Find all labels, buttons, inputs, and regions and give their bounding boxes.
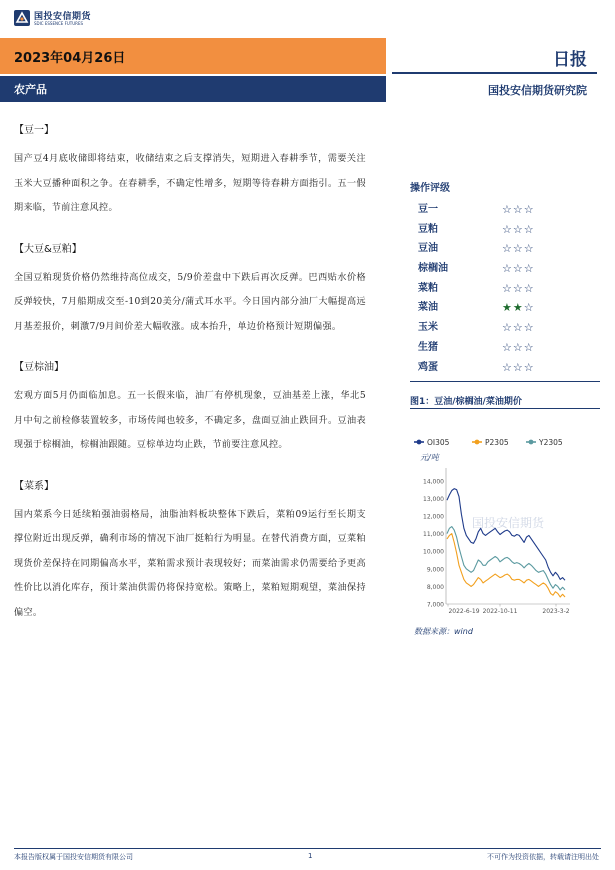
rating-row (410, 279, 600, 299)
star-outline-icon: ☆ (502, 222, 513, 236)
legend-label: Y2305 (539, 438, 563, 447)
chart-watermark: 国投安信期货 (471, 516, 545, 530)
rating-panel (410, 178, 600, 377)
report-category: 农产品 (14, 83, 47, 96)
rating-product-name: 菜油 (418, 302, 438, 314)
logo-text-en: SDIC ESSENCE FUTURES (34, 21, 84, 26)
y-tick-label: 9,000 (426, 566, 444, 574)
rating-row (410, 338, 600, 358)
rating-product-name: 菜粕 (418, 282, 438, 294)
x-tick-label: 2022-10-11 (482, 608, 518, 615)
section-body: 国内菜系今日延续粕强油弱格局，油脂油料板块整体下跌后，菜粕09运行至长期支撑位附近出现反弹，确利市场的情况下油厂挺粕行为明显。在替代消费方面，豆菜粕现货价差保持在同期偏高水平，菜粕需求预计表现较好；而菜油需求仍需要给予更高性价比以消化库存，预计菜油供需仍将保持宽松。策略上，菜粕短期观望，菜油保持偏空。 (14, 509, 366, 618)
legend-marker (417, 440, 422, 445)
rating-stars (502, 279, 535, 299)
star-outline-icon: ☆ (512, 340, 524, 354)
rating-product-name: 玉米 (418, 322, 438, 334)
y-tick-label: 12,000 (423, 513, 444, 521)
y-tick-label: 10,000 (423, 548, 444, 556)
star-outline-icon: ☆ (523, 222, 535, 236)
figure-caption: 图1：豆油/棕榈油/菜油期价 (410, 397, 522, 407)
star-outline-icon: ☆ (502, 242, 513, 256)
footer-disclaimer: 不可作为投资依据，转载请注明出处 (487, 853, 599, 861)
rating-row (410, 220, 600, 240)
star-outline-icon: ☆ (512, 242, 524, 256)
logo-mark-icon (14, 10, 30, 26)
rating-stars (502, 298, 535, 318)
star-outline-icon: ☆ (523, 321, 535, 335)
star-outline-icon: ☆ (502, 340, 513, 354)
rating-row (410, 239, 600, 259)
rating-row (410, 298, 600, 318)
star-filled-icon: ★ (512, 301, 524, 315)
commentary-column (14, 124, 366, 647)
star-outline-icon: ☆ (502, 262, 513, 276)
report-type: 日报 (553, 50, 587, 70)
star-outline-icon: ☆ (523, 262, 535, 276)
legend-label: OI305 (427, 438, 450, 447)
star-outline-icon: ☆ (523, 203, 535, 216)
rating-product-name: 生猪 (418, 341, 438, 353)
y-tick-label: 8,000 (426, 583, 444, 591)
rating-stars (502, 358, 535, 378)
rating-stars (502, 200, 535, 220)
star-outline-icon: ☆ (502, 203, 513, 216)
rating-product-name: 鸡蛋 (418, 361, 438, 373)
section-body: 宏观方面5月仍面临加息。五一长假来临，油厂有停机现象，豆油基差上涨，华北5月中旬之前检修装置较多，市场传闻也较多，不确定多，盘面豆油止跌回升。豆油表现强于棕榈油，棕榈油跟随。豆棕单边均止跌，节前要注意风控。 (14, 391, 366, 450)
star-outline-icon: ☆ (502, 281, 513, 295)
section-title: 【豆棕油】 (14, 362, 64, 373)
rating-stars (502, 239, 535, 259)
rating-product-name: 豆一 (418, 204, 438, 215)
y-tick-label: 7,000 (426, 601, 444, 609)
y-tick-label: 14,000 (423, 478, 444, 486)
rating-stars (502, 259, 535, 279)
star-outline-icon: ☆ (523, 281, 535, 295)
section-soybean-one (14, 124, 366, 221)
section-soybean-meal (14, 243, 366, 340)
rating-list (410, 200, 600, 377)
rating-row (410, 200, 600, 220)
rating-row (410, 318, 600, 338)
rating-product-name: 豆粕 (418, 223, 438, 235)
section-title: 【大豆&豆粕】 (14, 243, 82, 255)
star-outline-icon: ☆ (523, 340, 535, 354)
star-outline-icon: ☆ (512, 203, 524, 216)
rating-stars (502, 220, 535, 240)
price-chart-svg (410, 428, 600, 624)
x-tick-label: 2023-3-2 (542, 608, 570, 615)
section-rapeseed (14, 480, 366, 626)
section-soy-palm-oil (14, 361, 366, 458)
legend-marker (475, 440, 480, 445)
legend-marker (529, 440, 534, 445)
y-tick-label: 13,000 (423, 495, 444, 503)
rating-row (410, 358, 600, 378)
company-logo (14, 8, 104, 30)
legend-label: P2305 (485, 438, 509, 447)
y-axis-title: 元/吨 (420, 453, 439, 462)
x-tick-label: 2022-6-19 (448, 608, 480, 615)
figure-divider (410, 408, 600, 409)
section-title: 【菜系】 (14, 480, 54, 492)
star-outline-icon: ☆ (502, 321, 513, 335)
section-title: 【豆一】 (14, 125, 54, 136)
y-tick-label: 11,000 (423, 531, 444, 539)
date-band (0, 38, 386, 74)
star-outline-icon: ☆ (502, 360, 513, 374)
institute-name: 国投安信期货研究院 (488, 84, 587, 97)
rating-stars (502, 338, 535, 358)
category-band (0, 76, 386, 102)
star-outline-icon: ☆ (523, 301, 535, 315)
rating-title: 操作评级 (410, 183, 450, 194)
footer-divider (14, 848, 601, 849)
star-outline-icon: ☆ (512, 360, 524, 374)
rating-divider (410, 381, 600, 382)
star-outline-icon: ☆ (523, 242, 535, 256)
rating-stars (502, 318, 535, 338)
footer-copyright: 本报告版权属于国投安信期货有限公司 (14, 853, 133, 861)
page-number: 1 (308, 852, 313, 860)
report-date: 2023年04月26日 (14, 51, 126, 66)
price-chart (410, 428, 600, 624)
header-divider (392, 72, 597, 74)
rating-product-name: 豆油 (418, 243, 438, 255)
section-body: 全国豆粕现货价格仍然维持高位成交，5/9价差盘中下跌后再次反弹。巴西贴水价格反弹较快，7月船期成交至-10到20美分/蒲式耳水平。今日国内部分油厂大幅提高远月基差报价，刺激7/9月间价差大幅收涨。成本抬升，单边价格预计短期偏强。 (14, 272, 366, 332)
star-outline-icon: ☆ (512, 281, 524, 295)
rating-product-name: 棕榈油 (418, 263, 448, 275)
star-outline-icon: ☆ (512, 222, 524, 236)
logo-text-cn: 国投安信期货 (34, 12, 92, 22)
rating-row (410, 259, 600, 279)
section-body: 国产豆4月底收储即将结束，收储结束之后支撑消失，短期进入春耕季节，需要关注玉米大豆播种面积之争。在春耕季，不确定性增多，短期等待春耕方面指引。五一假期来临，节前注意风控。 (14, 154, 366, 213)
star-filled-icon: ★ (502, 301, 513, 315)
data-source: 数据来源：wind (414, 627, 473, 636)
star-outline-icon: ☆ (523, 360, 535, 374)
star-outline-icon: ☆ (512, 262, 524, 276)
star-outline-icon: ☆ (512, 321, 524, 335)
